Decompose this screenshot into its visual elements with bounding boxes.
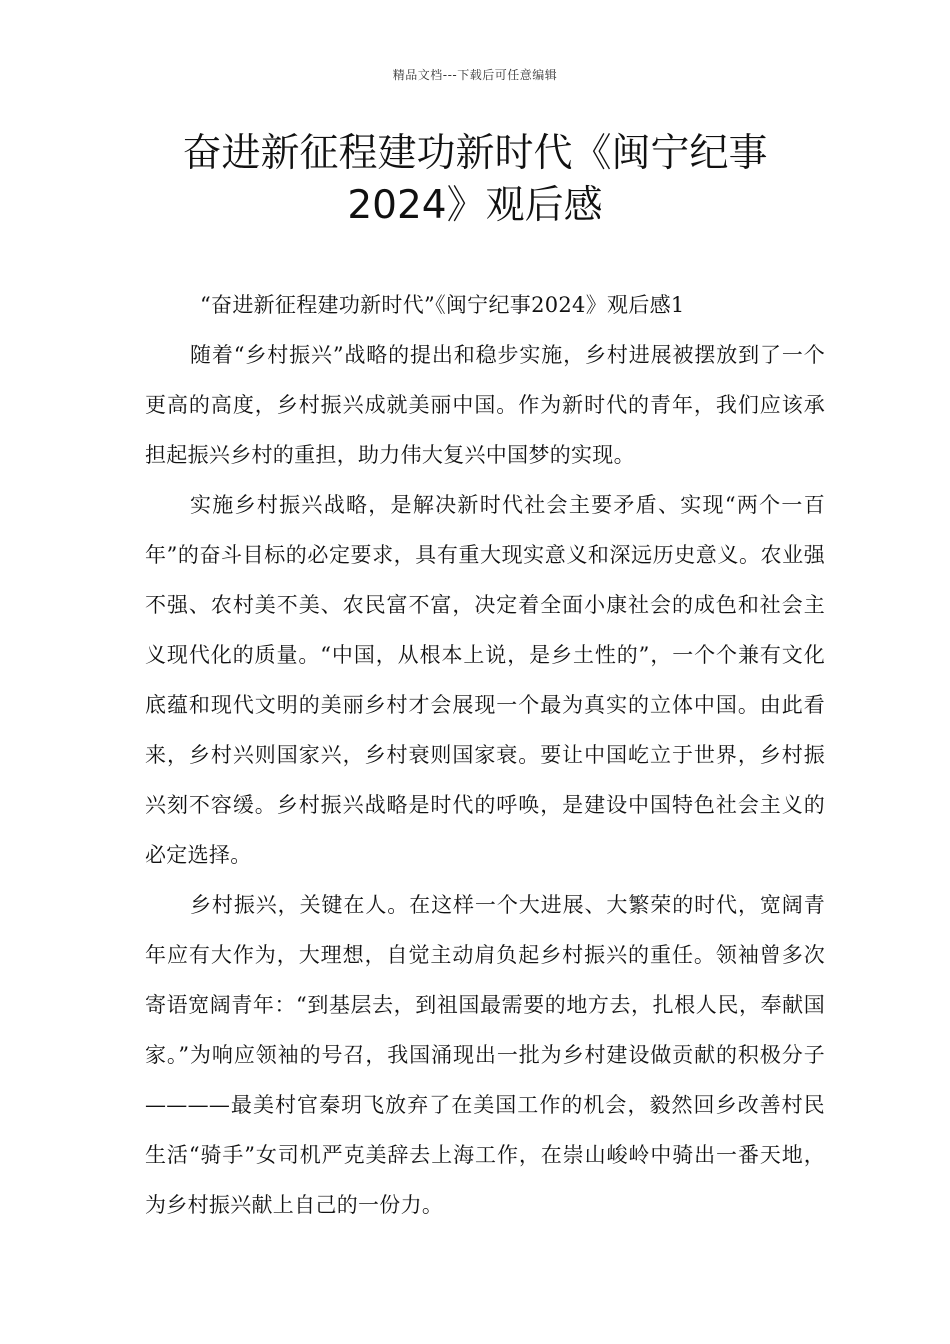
document-body [145, 280, 825, 1230]
paragraph-3: 乡村振兴，关键在人。在这样一个大进展、大繁荣的时代，宽阔青年应有大作为，大理想，自觉主动肩负起乡村振兴的重任。领袖曾多次寄语宽阔青年：“到基层去，到祖国最需要的地方去，扎根人民，奉献国家。”为响应领袖的号召，我国涌现出一批为乡村建设做贡献的积极分子————最美村官秦玥飞放弃了在美国工作的机会，毅然回乡改善村民生活“骑手”女司机严克美辞去上海工作，在崇山峻岭中骑出一番天地，为乡村振兴献上自己的一份力。 [145, 893, 825, 1217]
title-line-1: 奋进新征程建功新时代《闽宁纪事 [182, 131, 768, 176]
document-subtitle: “奋进新征程建功新时代”《闽宁纪事2024》观后感1 [200, 293, 685, 317]
paragraph-1: 随着“乡村振兴”战略的提出和稳步实施，乡村进展被摆放到了一个更高的高度，乡村振兴成就美丽中国。作为新时代的青年，我们应该承担起振兴乡村的重担，助力伟大复兴中国梦的实现。 [145, 343, 825, 467]
title-line-2: 2024》观后感 [347, 183, 603, 228]
document-title [150, 128, 800, 232]
paragraph-2: 实施乡村振兴战略，是解决新时代社会主要矛盾、实现“两个一百年”的奋斗目标的必定要求，具有重大现实意义和深远历史意义。农业强不强、农村美不美、农民富不富，决定着全面小康社会的成色和社会主义现代化的质量。“中国，从根本上说，是乡土性的”，一个个兼有文化底蕴和现代文明的美丽乡村才会展现一个最为真实的立体中国。由此看来，乡村兴则国家兴，乡村衰则国家衰。要让中国屹立于世界，乡村振兴刻不容缓。乡村振兴战略是时代的呼唤，是建设中国特色社会主义的必定选择。 [145, 493, 825, 867]
header-note: 精品文档---下载后可任意编辑 [392, 68, 558, 82]
